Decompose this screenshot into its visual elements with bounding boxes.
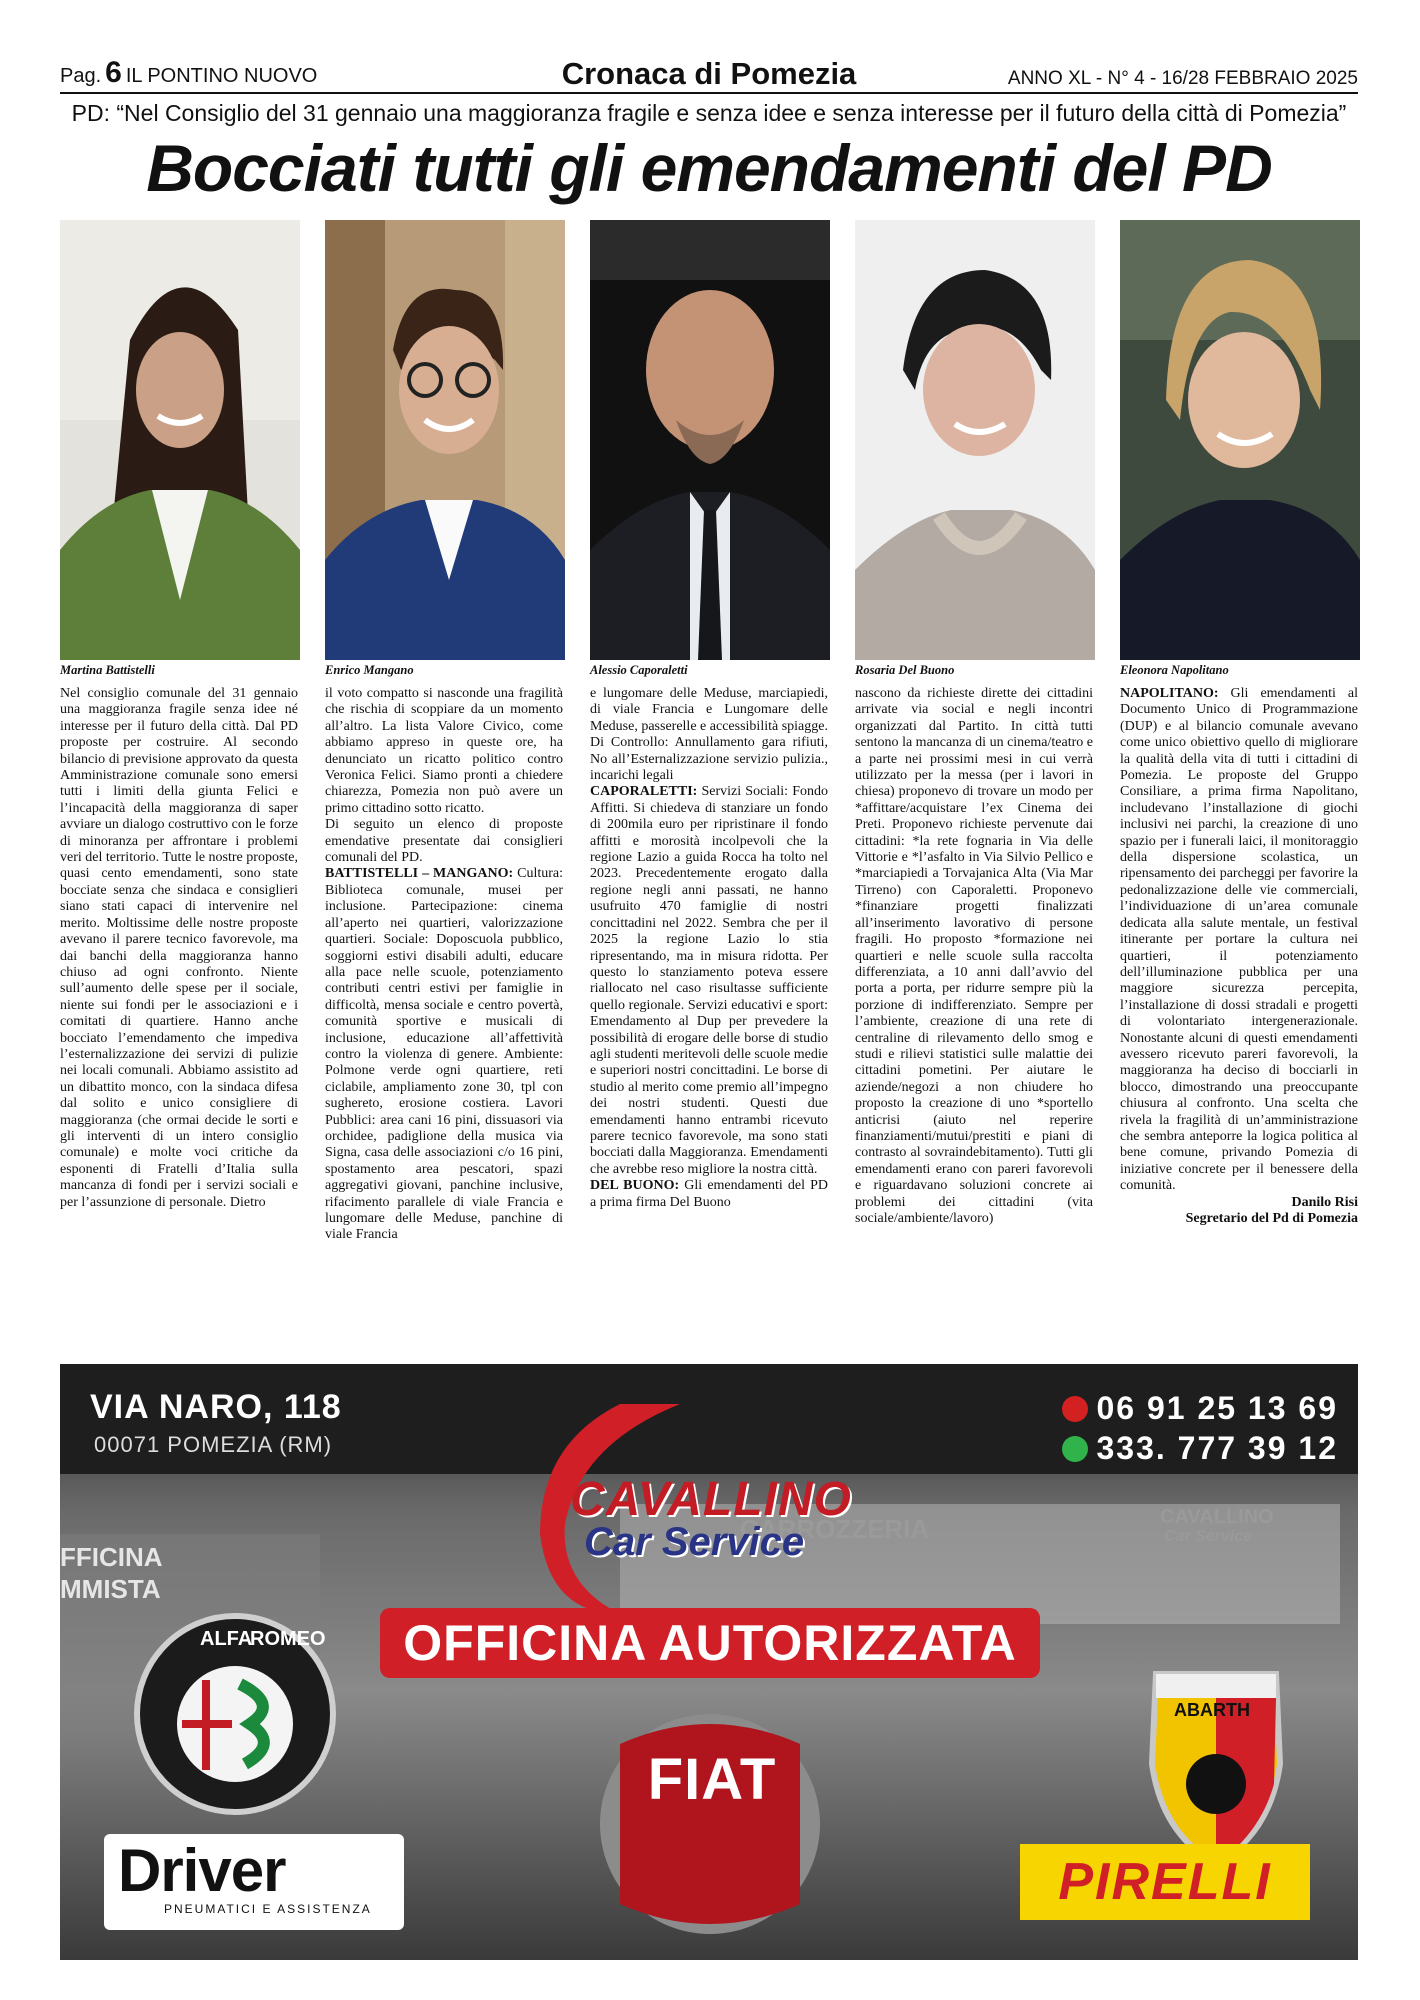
body-paragraph: Di seguito un elenco di proposte emendative presentate dai consiglieri comunali del PD. bbox=[325, 817, 563, 866]
fiat-logo: FIAT bbox=[647, 1747, 777, 1812]
phone-number: 333. 777 39 12 bbox=[1096, 1430, 1338, 1466]
section-label: DEL BUONO: bbox=[590, 1178, 680, 1194]
whatsapp-icon bbox=[1062, 1436, 1088, 1462]
photo-delbuono bbox=[855, 220, 1095, 660]
abarth-logo: ABARTH bbox=[1174, 1700, 1250, 1720]
page-prefix: Pag. bbox=[60, 65, 102, 87]
section-label: CAPORALETTI: bbox=[590, 784, 698, 800]
phone-icon bbox=[1062, 1396, 1088, 1422]
body-paragraph: nascono da richieste dirette dei cittadini arrivate via social e negli incontri organizzati dal Partito. In città tutti sentono la mancanza di un cinema/teatro e a parte nei prossimi mesi in cui verrà utilizzato per la messa (per i lavori in chiesa) proponevo di trovare un modo per *affittare/acquistare l’ex Cinema dei Preti. Proponevo richieste pervenute dai cittadini: *la rete fognaria in Via delle Vittorie e *l’asfalto in Via Silvio Pellico e *marciapiedi a Torvajanica Alta (Via Mar Tirreno) con Caporaletti. Proponevo *finanziare progetti finalizzati all’inserimento lavorativo di persone fragili. Ho proposto *formazione nei quartieri e nelle scuole sulla raccolta differenziata, a 10 anni dall’avvio del porta a porta, per ridurre sempre più la porzione di indifferenziato. Sempre per l’ambiente, creazione di una rete di centraline di rilevamento dello smog e studi e rilievi statistici sulle malattie dei cittadini pometini. Per aiutare le aziende/negozi a non chiudere ho proposto la creazione di uno *sportello anticrisi (aiuto nel reperire finanziamenti/mutui/prestiti e piani di contrasto al sovraindebitamento). Tutti gli emendamenti erano con pareri favorevoli e riguardavano soluzioni concrete ai problemi dei cittadini (vita sociale/ambiente/lavoro) bbox=[855, 686, 1093, 1226]
photo-caption: Enrico Mangano bbox=[325, 663, 414, 677]
portrait-image bbox=[855, 220, 1095, 660]
pirelli-logo: PIRELLI bbox=[1020, 1844, 1310, 1920]
article-column-3 bbox=[590, 686, 828, 1352]
body-paragraph bbox=[590, 784, 828, 1178]
section-text: Cultura: Biblioteca comunale, musei per inclusione. Partecipazione: cinema all’aperto nei quartieri, valorizzazione quartieri. Sociale: Doposcuola pubblico, soggiorni estivi disabili adulti, educare alla pace nelle scuole, potenziamento contributi centri estivi per famiglie in difficoltà, mensa sociale e centro povertà, comunità sportive e musicali di inclusione, educazione all’affettività contro la violenza di genere. Ambiente: Polmone verde ogni quartiere, reti ciclabile, ampliamento zone 30, tpl con sughereto, erosione costiera. Lavori Pubblici: area cani 16 pini, dissuasori via orchidee, padiglione della musica via Signa, casa delle associazioni c/o 16 pini, spostamento area pescatori, spazi aggregativi giovani, panchine inclusive, rifacimento parallele di viale Francia e lungomare delle Meduse, panchine di viale Francia bbox=[325, 866, 563, 1243]
photo-caption: Martina Battistelli bbox=[60, 663, 155, 677]
ad-phone-landline bbox=[1062, 1390, 1338, 1427]
bg-sign: Car Service bbox=[1164, 1528, 1253, 1545]
section-title: Cronaca di Pomezia bbox=[561, 56, 857, 91]
body-paragraph: Nel consiglio comunale del 31 gennaio una maggioranza fragile senza idee né interesse per il futuro della città. Dal PD proposte per costruire. Al secondo bilancio di previsione approvato da questa Amministrazione comunale sono emersi tutti i limiti della giunta Felici e l’incapacità della maggioranza di saper avviare un dialogo costruttivo con le forze di minoranza per affrontare i problemi veri del territorio. Tutte le nostre proposte, quasi cento emendamenti, sono state bocciate senza che sindaca e consiglieri siano stati capaci di intervenire nel merito. Moltissime delle nostre proposte avevano il parere tecnico favorevole, ma dai banchi della maggioranza hanno chiuso ad ogni confronto. Niente sull’aumento delle spese per il sociale, niente sui fondi per le associazioni e i comitati di quartiere. Hanno anche bocciato l’emendamento che impediva l’esternalizzazione dei servizi di pulizie nei locali comunali. Abbiamo assistito ad un dibattito monco, con la sindaca difesa dal solito e unico consigliere di maggioranza (che ormai decide le sorti e gli interventi di un intero consiglio comunale) e molte voci critiche da esponenti di Fratelli d’Italia sulla mancanza di fondi per i servizi sociali e per l’assunzione di personale. Dietro bbox=[60, 686, 298, 1210]
photo-caption: Eleonora Napolitano bbox=[1120, 663, 1229, 677]
issue-info: ANNO XL - N° 4 - 16/28 FEBBRAIO 2025 bbox=[1007, 68, 1358, 89]
bg-sign: MMISTA bbox=[60, 1574, 161, 1604]
article-column-2 bbox=[325, 686, 563, 1352]
portrait-image bbox=[1120, 220, 1360, 660]
advertisement bbox=[60, 1364, 1358, 1960]
section-text: Gli emendamenti al Documento Unico di Programmazione (DUP) e al bilancio comunale avevano come unico obiettivo quello di migliorare la qualità della vita di tutti i cittadini di Pomezia. Le proposte del Gruppo Consiliare, a prima firma Napolitano, includevano l’installazione di giochi inclusivi nei parchi, la creazione di uno spazio per i funerali laici, il monitoraggio della dispersione scolastica, un ripensamento dei parcheggi per favorire la pedonalizzazione delle vie commerciali, l’individuazione di un’area comunale dedicata alla salute mentale, un festival itinerante per portare la cultura nei quartieri, il potenziamento dell’illuminazione pubblica per una maggiore sicurezza percepita, l’installazione di dossi stradali e progetti di volontariato intergenerazionale. Nonostante alcuni di questi emendamenti avessero ricevuto pareri favorevoli, la maggioranza ha deciso di bocciarli in blocco, dimostrando una preoccupante chiusura al confronto. Una scelta che rivela la fragilità di un’amministrazione che sembra anteporre la logica politica al bene comune, privando Pomezia di iniziative concrete per il benessere della comunità. bbox=[1120, 686, 1358, 1194]
signature-name: Danilo Risi bbox=[1291, 1194, 1358, 1210]
ad-banner: OFFICINA AUTORIZZATA bbox=[380, 1608, 1040, 1678]
bg-sign: CARROZZERIA bbox=[740, 1514, 930, 1544]
portrait-image bbox=[590, 220, 830, 660]
alfa-romeo-logo-text: ROMEO bbox=[250, 1628, 326, 1650]
driver-logo-subtitle: PNEUMATICI E ASSISTENZA bbox=[164, 1902, 372, 1916]
page-number: 6 bbox=[105, 56, 122, 89]
ad-address: VIA NARO, 118 bbox=[90, 1388, 342, 1426]
section-label: BATTISTELLI – MANGANO: bbox=[325, 866, 514, 882]
body-paragraph: il voto compatto si nasconde una fragilità che rischia di scoppiare da un momento all’altro. La lista Valore Civico, come abbiamo appreso in queste ore, ha denunciato un ricatto politico contro Veronica Felici. Siamo pronti a chiedere chiarezza, Pomezia non può avere un primo cittadino sotto ricatto. bbox=[325, 686, 563, 816]
bg-sign: CAVALLINO bbox=[1160, 1506, 1274, 1528]
article-headline: Bocciati tutti gli emendamenti del PD bbox=[146, 131, 1272, 205]
alfa-romeo-logo-text: ALFA bbox=[200, 1628, 253, 1650]
page-header bbox=[60, 56, 1358, 94]
body-paragraph bbox=[1120, 686, 1358, 1195]
photo-battistelli bbox=[60, 220, 300, 660]
section-label: NAPOLITANO: bbox=[1120, 686, 1219, 701]
driver-logo-text: Driver bbox=[118, 1837, 286, 1904]
ad-city: 00071 POMEZIA (RM) bbox=[94, 1432, 333, 1457]
body-paragraph bbox=[325, 866, 563, 1243]
section-text: Servizi Sociali: Fondo Affitti. Si chiedeva di stanziare un fondo di 200mila euro per ripristinare il fondo affitti e morosità incolpevoli che la regione Lazio a guida Rocca ha tolto nel 2023. Precedentemente erogato dalla regione negli anni passati, ne hanno usufruito 470 famiglie di nostri concittadini nel 2022. Sembra che per il 2025 la regione Lazio lo stia ripresentando, ma in misura ridotta. Per questo lo stanziamento poteva essere riallocato nel caso risultasse sufficiente quello regionale. Servizi educativi e sport: Emendamento al Dup per prevedere la possibilità di erogare delle borse di studio agli studenti meritevoli delle scuole medie e superiori nostri concittadini. Le borse di studio al merito come premio all’impegno dei nostri studenti. Questi due emendamenti hanno entrambi ricevuto parere tecnico favorevole, ma sono stati bocciati dalla Maggioranza. Emendamenti che avrebbe reso migliore la nostra città. bbox=[590, 784, 828, 1177]
ad-phone-whatsapp bbox=[1062, 1430, 1338, 1467]
photo-mangano bbox=[325, 220, 565, 660]
signature-role: Segretario del Pd di Pomezia bbox=[1185, 1211, 1358, 1226]
article-kicker: PD: “Nel Consiglio del 31 gennaio una maggioranza fragile e senza idee e senza interesse per il futuro della città di Pomezia” bbox=[71, 100, 1347, 126]
portrait-image bbox=[325, 220, 565, 660]
publication-name: IL PONTINO NUOVO bbox=[125, 65, 318, 87]
brand-name: CAVALLINO bbox=[570, 1473, 852, 1526]
article-column-5 bbox=[1120, 686, 1358, 1352]
article-column-1 bbox=[60, 686, 298, 1352]
photo-napolitano bbox=[1120, 220, 1360, 660]
section-text: Gli emendamenti del PD a prima firma Del Buono bbox=[590, 1178, 828, 1210]
article-column-4 bbox=[855, 686, 1093, 1352]
phone-number: 06 91 25 13 69 bbox=[1096, 1390, 1338, 1426]
photo-caption: Rosaria Del Buono bbox=[855, 663, 955, 677]
bg-sign: FFICINA bbox=[60, 1542, 163, 1572]
driver-logo bbox=[104, 1834, 404, 1930]
body-paragraph bbox=[590, 1178, 828, 1211]
photo-caption: Alessio Caporaletti bbox=[590, 663, 688, 677]
portrait-image bbox=[60, 220, 300, 660]
photo-caporaletti bbox=[590, 220, 830, 660]
brand-subtitle: Car Service bbox=[584, 1520, 805, 1564]
body-paragraph: e lungomare delle Meduse, marciapiedi, di viale Francia e Lungomare delle Meduse, passerelle e accessibilità spiagge. Di Controllo: Annullamento gara rifiuti, No all’Esternalizzazione servizio pulizia., incarichi legali bbox=[590, 686, 828, 784]
